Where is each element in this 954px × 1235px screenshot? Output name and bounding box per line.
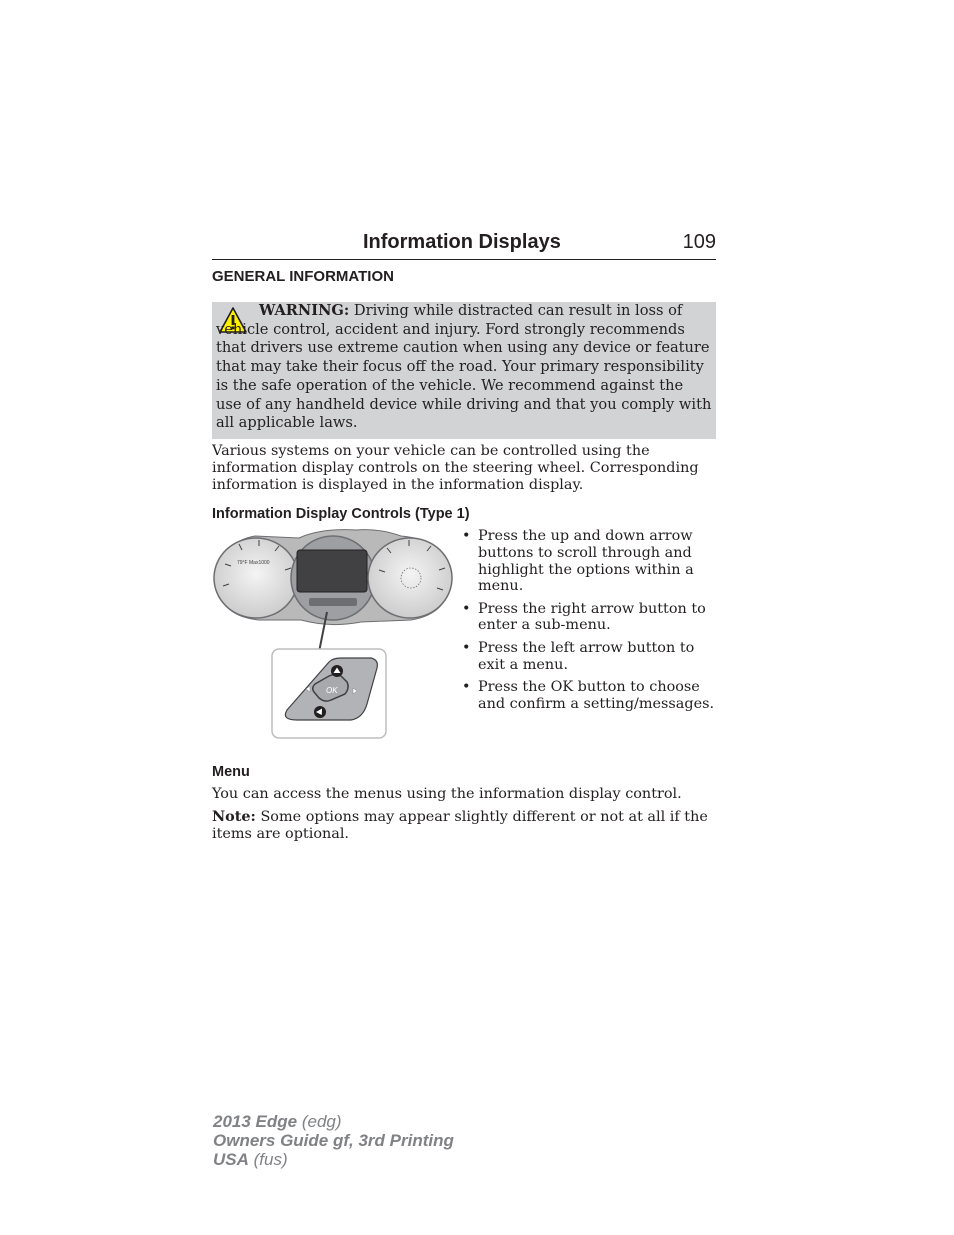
note-body: Some options may appear slightly different or not at all if the items are optional. [212,809,708,842]
bullet-item: • Press the OK button to choose and confirm a setting/messages. [462,679,718,713]
bullet-item: • Press the right arrow button to enter a sub-menu. [462,601,718,635]
footer-line-3: USA (fus) [213,1150,288,1169]
controls-bullet-list [462,528,718,718]
menu-paragraph: You can access the menus using the information display control. [212,786,682,802]
footer-line-2: Owners Guide gf, 3rd Printing [213,1131,454,1150]
note-paragraph [212,809,716,843]
left-gauge [214,538,298,618]
warning-text [216,302,712,433]
warning-label: WARNING: [259,302,350,319]
page-number: 109 [682,231,716,253]
footer-line-1: 2013 Edge (edg) [213,1112,342,1131]
note-label: Note: [212,808,256,825]
instrument-cluster-illustration [211,528,453,742]
bullet-item: • Press the up and down arrow buttons to scroll through and highlight the options within a menu. [462,528,718,595]
intro-paragraph: Various systems on your vehicle can be controlled using the information display controls on the steering wheel. Corresponding information is displayed in the information display. [212,443,699,493]
warning-body: Driving while distracted can result in loss of vehicle control, accident and injury. Ford strongly recommends that drivers use extreme caution when using any device or feature that may take their focus off the road. Your primary responsibility is the safe operation of the vehicle. We recommend against the use of any handheld device while driving and that you comply with all applicable laws. [216,302,712,432]
ok-button-label: OK [326,686,338,695]
header-rule [212,259,716,260]
information-display-screen [297,550,367,592]
page-header-title: Information Displays [363,231,561,253]
controls-heading: Information Display Controls (Type 1) [212,506,470,522]
gauge-readout-text: 79°F Max1000 [237,560,270,566]
section-heading: GENERAL INFORMATION [212,268,394,285]
menu-heading: Menu [212,764,250,780]
right-gauge [368,538,452,618]
bullet-item: • Press the left arrow button to exit a menu. [462,640,718,674]
footer [213,1112,454,1169]
